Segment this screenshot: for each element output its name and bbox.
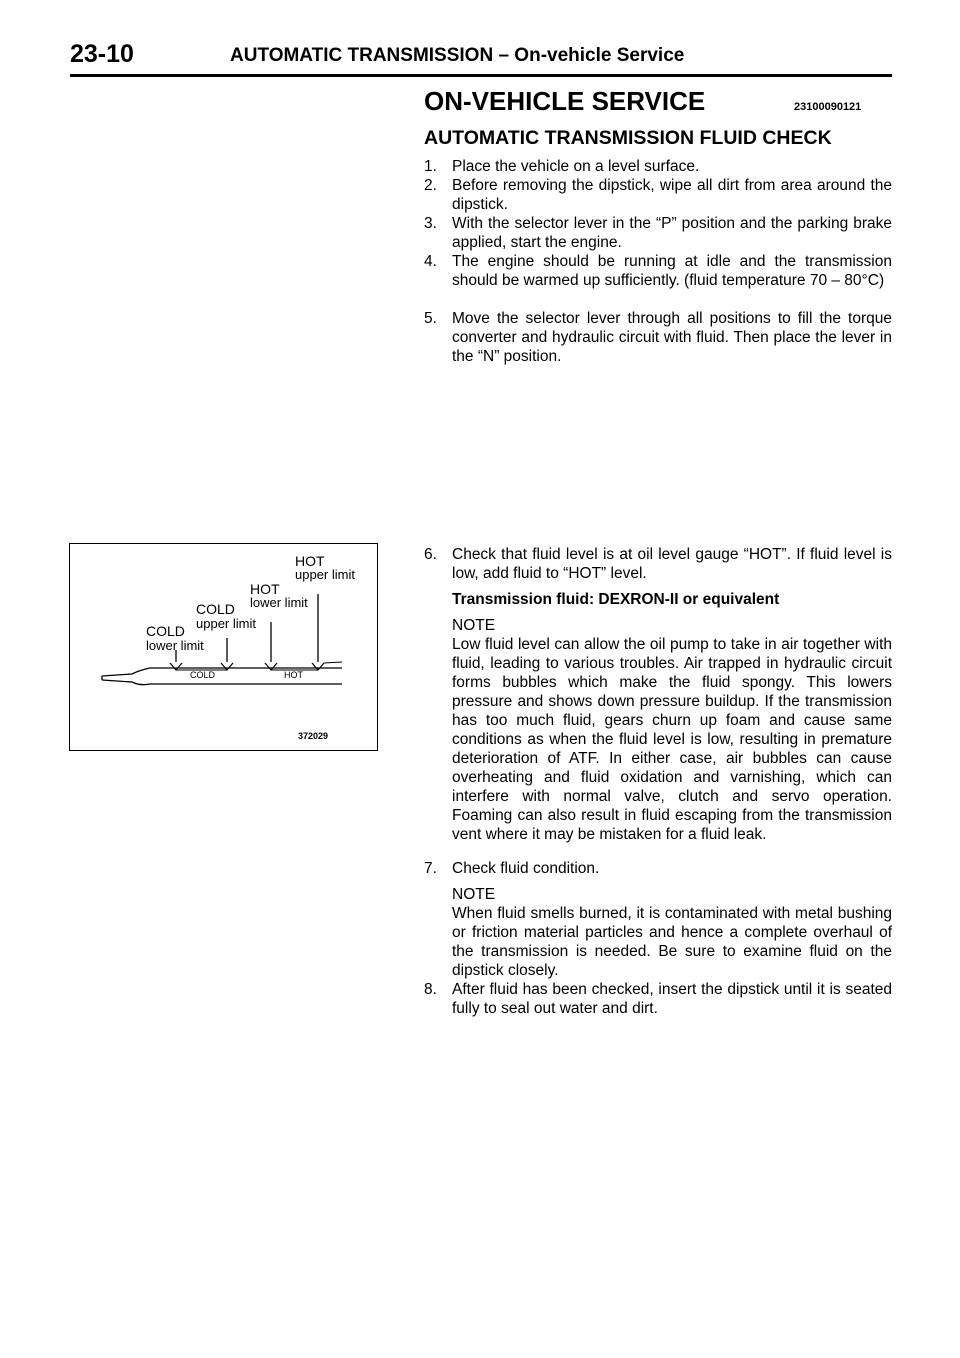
note-text: When fluid smells burned, it is contaminated with metal bushing or friction material particles and hence a complete overhaul of the transmission is needed. Be sure to examine fluid on the dipstick closely. [452, 905, 892, 979]
step-text: With the selector lever in the “P” position and the parking brake applied, start the engine. [452, 215, 892, 251]
cold-upper-label: COLD [196, 601, 235, 617]
page-header [70, 38, 892, 77]
step-text: Move the selector lever through all positions to fill the torque converter and hydraulic circuit with fluid. Then place the lever in the “N” position. [452, 310, 892, 365]
page-number: 23-10 [70, 40, 134, 68]
page-title: AUTOMATIC TRANSMISSION – On-vehicle Service [230, 45, 685, 66]
subsection-title: AUTOMATIC TRANSMISSION FLUID CHECK [424, 127, 832, 149]
step-number: 1. [424, 158, 437, 175]
figure-code: 372029 [298, 731, 329, 741]
cold-lower-sublabel: lower limit [146, 638, 204, 653]
gauge-hot-mark: HOT [284, 670, 303, 680]
step-text: After fluid has been checked, insert the dipstick until it is seated fully to seal out water and dirt. [452, 981, 892, 1017]
note-label: NOTE [452, 617, 496, 634]
step-number: 4. [424, 253, 437, 270]
hot-lower-sublabel: lower limit [250, 595, 308, 610]
step-text: Check fluid condition. [452, 860, 600, 877]
step-text: The engine should be running at idle and the transmission should be warmed up sufficiently. (fluid temperature 70 – 80°C) [452, 253, 892, 289]
section-code: 23100090121 [794, 101, 862, 113]
section-title: ON-VEHICLE SERVICE [424, 86, 706, 116]
step-number: 6. [424, 546, 437, 563]
step-text: Place the vehicle on a level surface. [452, 158, 700, 175]
fluid-spec: Transmission fluid: DEXRON-II or equivalent [452, 591, 780, 608]
hot-upper-label: HOT [295, 553, 325, 569]
step-number: 2. [424, 177, 437, 194]
step-number: 7. [424, 860, 437, 877]
hot-upper-sublabel: upper limit [295, 567, 355, 582]
cold-lower-label: COLD [146, 623, 185, 639]
step-text: Check that fluid level is at oil level gauge “HOT”. If fluid level is low, add fluid to “HOT” level. [452, 546, 892, 582]
dipstick-gauge-figure [69, 543, 378, 751]
step-text: Before removing the dipstick, wipe all dirt from area around the dipstick. [452, 177, 892, 213]
hot-lower-label: HOT [250, 581, 280, 597]
step-number: 5. [424, 310, 437, 327]
step-number: 3. [424, 215, 437, 232]
note-text: Low fluid level can allow the oil pump to take in air together with fluid, leading to various troubles. Air trapped in hydraulic circuit forms bubbles which make the fluid spongy. This lowers pressure and shows down pressure buildup. If the transmission has too much fluid, gears churn up foam and cause same conditions as when the fluid level is low, resulting in premature deterioration of ATF. In either case, air bubbles can cause overheating and fluid oxidation and varnishing, which can interfere with normal valve, clutch and servo operation. Foaming can also result in fluid escaping from the transmission vent where it may be mistaken for a fluid leak. [452, 636, 892, 843]
gauge-cold-mark: COLD [190, 670, 216, 680]
step-number: 8. [424, 981, 437, 998]
note-label: NOTE [452, 886, 496, 903]
cold-upper-sublabel: upper limit [196, 616, 256, 631]
